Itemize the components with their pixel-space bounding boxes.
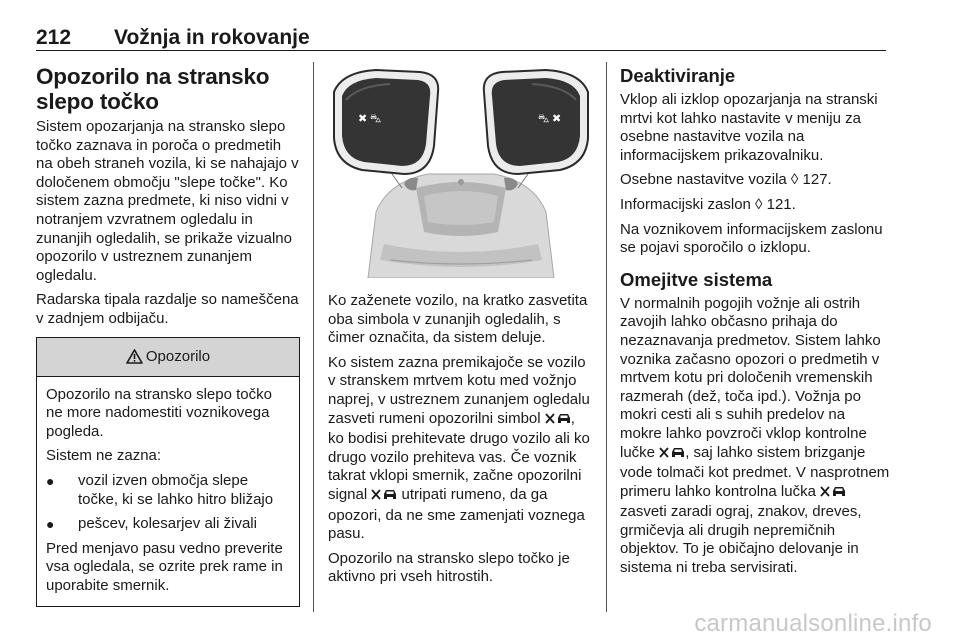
warning-box — [36, 337, 300, 608]
blind-spot-warning-icon — [820, 485, 846, 504]
list-item-text: pešcev, kolesarjev ali živali — [78, 515, 257, 533]
warning-label: Opozorilo — [145, 348, 211, 366]
warning-triangle-icon — [126, 349, 143, 364]
column-right — [620, 64, 890, 584]
text-run: , ko bodisi prehitevate drugo vozilo ali ko drugo vozilo prehiteva vas. Če voznik takrat vklopi smernik, začne opozorilni signal — [328, 409, 590, 503]
paragraph: Opozorilo na stransko slepo točko je aktivno pri vseh hitrostih. — [328, 549, 570, 586]
blind-spot-warning-icon — [371, 488, 397, 507]
paragraph: Opozorilo na stransko slepo točko ne more nadomestiti voznikovega pogleda. — [46, 385, 272, 440]
page-header — [36, 14, 886, 51]
blind-spot-warning-icon — [659, 446, 685, 465]
bullet-icon: ● — [46, 472, 55, 489]
paragraph — [620, 295, 890, 578]
paragraph: Ko zaženete vozilo, na kratko zasvetita oba simbola v zunanjih ogledalih, s čimer označita, da sistem deluje. — [328, 292, 588, 347]
list-item — [46, 472, 292, 509]
car-mirrors-image — [328, 64, 594, 278]
svg-text:✖: ✖ — [358, 112, 368, 125]
section-title: Opozorilo na stransko slepo točko — [36, 64, 270, 114]
paragraph: Na voznikovem informacijskem zaslonu se pojavi sporočilo o izklopu. — [620, 220, 883, 257]
paragraph — [328, 354, 594, 544]
text-run: Ko sistem zazna premikajoče se vozilo v stranskem mrtvem kotu med vožnjo naprej, v ustreznem zunanjem ogledalu zasveti rumeni opozorilni simbol — [328, 353, 590, 427]
text-run: , saj lahko sistem brizganje vode tolmači kot predmet. V nasprotnem primeru lahko kontrolna lučka — [620, 443, 890, 500]
paragraph: Pred menjavo pasu vedno preverite vsa ogledala, se ozrite prek rame in uporabite smernik. — [46, 539, 283, 594]
paragraph: Informacijski zaslon ◊ 121. — [620, 195, 796, 213]
paragraph: Osebne nastavitve vozila ◊ 127. — [620, 171, 832, 189]
column-middle — [328, 64, 594, 593]
warning-header — [37, 338, 299, 377]
text-run: V normalnih pogojih vožnje ali ostrih zavojih lahko občasno prihaja do nezaznavanja predmetov. Sistem lahko voznika začasno opozori o predmetih v mrtvem kotu pri določenih vremenskih razmerah (dež, toča ipd.). Vožnja po mokri cesti ali s suhih predelov na mokre lahko povzroči vklop kontrolne lučke — [620, 294, 881, 461]
paragraph: Vklop ali izklop opozarjanja na stranski mrtvi kot lahko nastavite v meniju za osebne nastavitve vozila na informacijskem prikazovalniku. — [620, 91, 878, 164]
paragraph: Radarska tipala razdalje so nameščena v zadnjem odbijaču. — [36, 291, 299, 327]
column-divider — [606, 62, 607, 612]
page-number: 212 — [36, 26, 72, 49]
mirror-illustration — [328, 64, 594, 278]
column-divider — [313, 62, 314, 612]
svg-text:✖: ✖ — [552, 112, 562, 125]
section-heading: Deaktiviranje — [620, 65, 736, 86]
column-left — [36, 64, 300, 607]
paragraph: Sistem opozarjanja na stransko slepo točko zaznava in poroča o predmetih na obeh straneh vozila, ki se nahajajo v določenem območju "slepe točke". Ko sistem zazna predmete, ki niso vidni v notranjem vzvratnem ogledalu in zunanjih ogledalih, se prikaže vizualno opozorilo v ustreznem zunanjem ogledalu. — [36, 118, 299, 284]
svg-text:⛍: ⛍ — [538, 112, 550, 125]
text-run: utripati rumeno, da ga opozori, da ne sme zamenjati voznega pasu. — [328, 485, 585, 543]
svg-text:⛍: ⛍ — [370, 112, 382, 125]
section-heading: Omejitve sistema — [620, 268, 773, 290]
chapter-title: Vožnja in rokovanje — [114, 26, 310, 49]
text-run: zasveti zaradi ograj, znakov, dreves, grmičevja ali drugih nepremičnih objektov. To je običajno delovanje in sistema ni treba servisirati. — [620, 503, 862, 577]
paragraph: Sistem ne zazna: — [46, 447, 162, 465]
bullet-icon: ● — [46, 516, 55, 533]
list-item-text: vozil izven območja slepe točke, ki se lahko hitro bližajo — [78, 471, 274, 508]
watermark: carmanualsonline.info — [694, 610, 932, 637]
list-item — [46, 515, 292, 534]
warning-body — [37, 377, 299, 607]
blind-spot-warning-icon — [545, 412, 571, 431]
